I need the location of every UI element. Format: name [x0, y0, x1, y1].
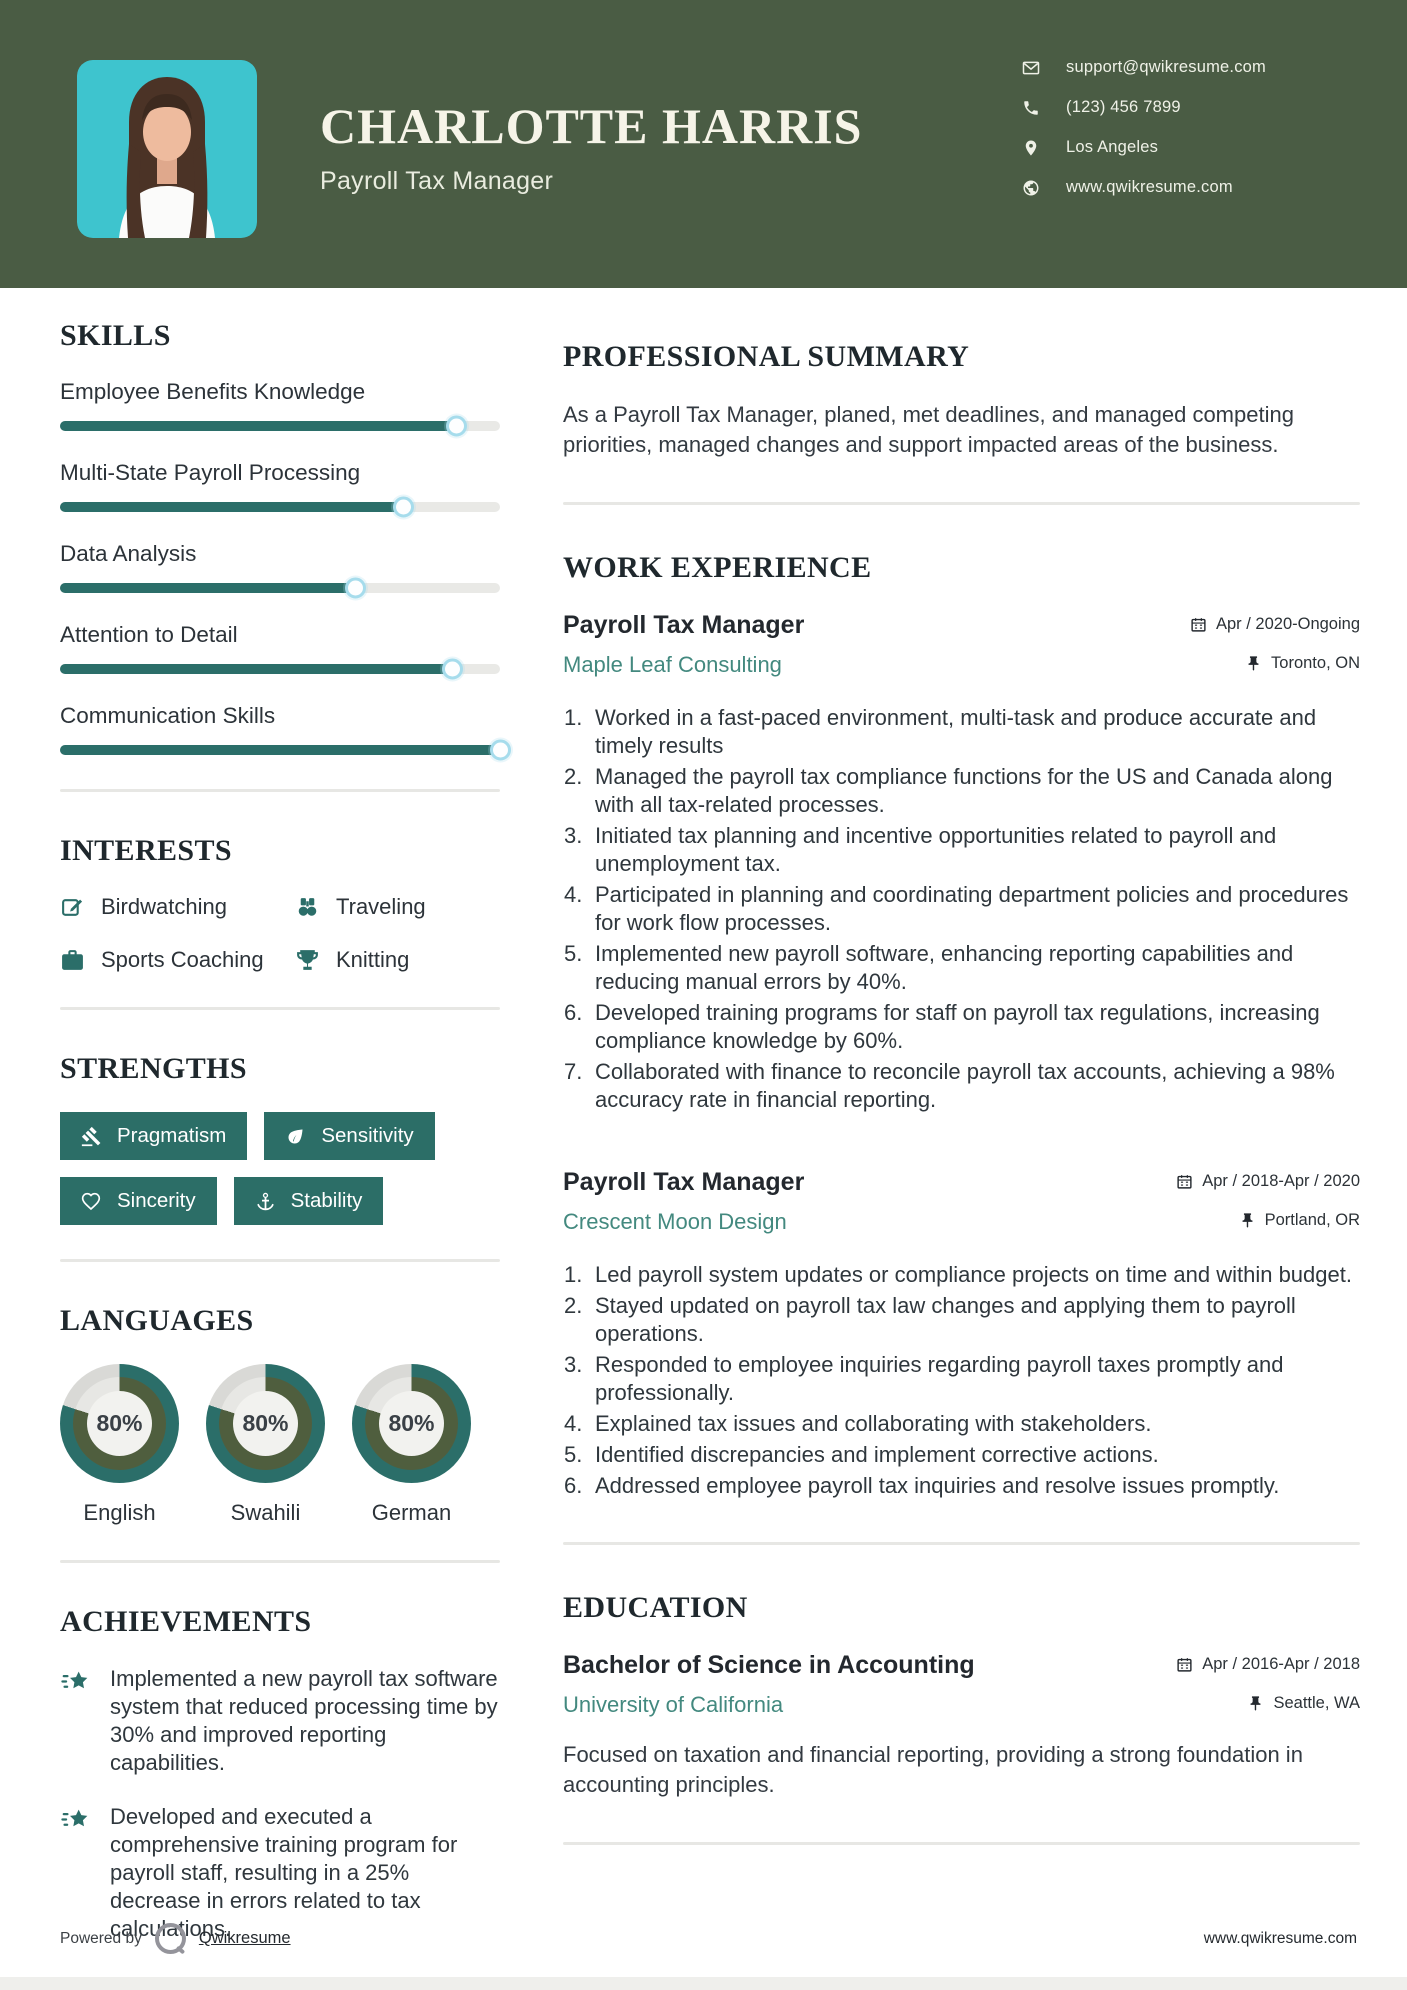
strength-label: Sensitivity [321, 1124, 414, 1147]
skill-label: Attention to Detail [60, 622, 238, 647]
strength-label: Sincerity [117, 1189, 196, 1212]
job-bullet: Worked in a fast-paced environment, multi-task and produce accurate and timely results [595, 705, 1317, 758]
job-title: Payroll Tax Manager [563, 611, 805, 639]
interest-item [295, 947, 500, 973]
language-item [352, 1364, 471, 1526]
achievements-section [60, 1605, 500, 1943]
left-column [60, 269, 500, 1990]
job-entry [563, 611, 1360, 1114]
pushpin-icon [1245, 655, 1262, 672]
strengths-heading: STRENGTHS [60, 1052, 247, 1085]
globe-icon [1022, 179, 1040, 197]
education-location [1247, 1694, 1360, 1713]
skill-fill [60, 664, 452, 674]
job-bullet: Implemented new payroll software, enhancing reporting capabilities and reducing manual errors by 40%. [595, 941, 1294, 994]
anchor-icon [255, 1191, 276, 1212]
slider-handle[interactable] [490, 740, 511, 761]
footer-website[interactable]: www.qwikresume.com [1203, 1929, 1357, 1947]
strength-label: Stability [290, 1189, 363, 1212]
achievement-item [60, 1665, 500, 1777]
slider-handle[interactable] [345, 578, 366, 599]
divider [563, 1542, 1360, 1545]
education-entry [563, 1651, 1360, 1800]
body [0, 288, 1407, 1990]
languages-section [60, 1304, 500, 1526]
experience-section [563, 551, 1360, 1500]
pushpin-icon [1239, 1212, 1256, 1229]
trophy-icon [295, 948, 320, 973]
skill-fill [60, 745, 500, 755]
divider [60, 1259, 500, 1262]
location-icon [1022, 139, 1040, 157]
skill-label: Multi-State Payroll Processing [60, 460, 361, 485]
achievement-text: Implemented a new payroll tax software system that reduced processing time by 30% and improved reporting capabilities. [110, 1666, 498, 1775]
skill-item [60, 460, 500, 512]
language-donut [352, 1364, 471, 1483]
education-location-text: Seattle, WA [1273, 1694, 1360, 1712]
bottom-strip [0, 1977, 1407, 1990]
leaf-icon [285, 1126, 306, 1147]
interest-item [60, 894, 295, 920]
shooting-star-icon [60, 1667, 92, 1699]
summary-text: As a Payroll Tax Manager, planed, met deadlines, and managed competing priorities, managed changes and support impacted areas of the business. [563, 402, 1294, 457]
job-bullet: Developed training programs for staff on payroll tax regulations, increasing compliance knowledge by 60%. [595, 1000, 1320, 1053]
job-bullet: Collaborated with finance to reconcile payroll tax accounts, achieving a 98% accuracy rate in financial reporting. [595, 1059, 1335, 1112]
calendar-icon [1176, 1656, 1193, 1673]
divider [60, 789, 500, 792]
job-dates [1190, 615, 1360, 634]
strength-badges [60, 1112, 480, 1225]
calendar-icon [1176, 1173, 1193, 1190]
skill-label: Data Analysis [60, 541, 197, 566]
language-percent: 80% [233, 1391, 298, 1456]
job-bullet: Responded to employee inquiries regarding payroll taxes promptly and professionally. [595, 1352, 1284, 1405]
job-bullet: Stayed updated on payroll tax law changes and applying them to payroll operations. [595, 1293, 1296, 1346]
person-title: Payroll Tax Manager [320, 166, 554, 195]
strengths-section [60, 1052, 500, 1225]
experience-heading: WORK EXPERIENCE [563, 551, 872, 584]
summary-heading: PROFESSIONAL SUMMARY [563, 340, 970, 373]
job-bullet: Initiated tax planning and incentive opportunities related to payroll and unemployment tax. [595, 823, 1277, 876]
language-label: English [83, 1500, 156, 1525]
strength-badge [234, 1177, 384, 1225]
skill-slider [60, 502, 500, 512]
job-location-text: Portland, OR [1264, 1211, 1360, 1229]
contact-location [1022, 138, 1332, 157]
qwikresume-logo-icon [155, 1923, 186, 1954]
interest-label: Sports Coaching [101, 947, 264, 972]
divider [60, 1560, 500, 1563]
shooting-star-icon [60, 1805, 92, 1837]
summary-section [563, 340, 1360, 460]
skill-slider [60, 745, 500, 755]
school-name: University of California [563, 1692, 784, 1717]
language-item [60, 1364, 179, 1526]
language-donut [60, 1364, 179, 1483]
education-description: Focused on taxation and financial reporting, providing a strong foundation in accounting principles. [563, 1742, 1303, 1797]
job-dates [1176, 1172, 1360, 1191]
pencil-square-icon [60, 895, 85, 920]
slider-handle[interactable] [446, 416, 467, 437]
contact-email-text: support@qwikresume.com [1066, 58, 1266, 76]
education-section [563, 1591, 1360, 1800]
skill-item [60, 541, 500, 593]
job-bullet-list [563, 1261, 1360, 1500]
job-bullet: Explained tax issues and collaborating with stakeholders. [595, 1411, 1152, 1436]
job-title: Payroll Tax Manager [563, 1168, 805, 1196]
contact-location-text: Los Angeles [1066, 138, 1159, 156]
gavel-icon [81, 1126, 102, 1147]
achievement-item [60, 1803, 500, 1943]
language-percent: 80% [87, 1391, 152, 1456]
binoculars-icon [295, 895, 320, 920]
slider-handle[interactable] [393, 497, 414, 518]
interest-item [295, 894, 500, 920]
interest-label: Birdwatching [101, 894, 227, 919]
strength-badge [264, 1112, 434, 1160]
right-column [563, 288, 1360, 1891]
interest-label: Traveling [336, 894, 426, 919]
email-icon [1022, 59, 1040, 77]
pushpin-icon [1247, 1695, 1264, 1712]
education-dates-text: Apr / 2016-Apr / 2018 [1202, 1655, 1360, 1673]
skill-fill [60, 421, 456, 431]
interests-heading: INTERESTS [60, 834, 233, 867]
interests-grid [60, 894, 500, 973]
powered-by-block [60, 1923, 291, 1954]
calendar-icon [1190, 616, 1207, 633]
briefcase-icon [60, 948, 85, 973]
job-dates-text: Apr / 2020-Ongoing [1215, 615, 1360, 633]
strength-badge [60, 1177, 217, 1225]
strength-badge [60, 1112, 247, 1160]
languages-heading: LANGUAGES [60, 1304, 254, 1337]
header [0, 0, 1407, 288]
job-bullet: Identified discrepancies and implement corrective actions. [595, 1442, 1159, 1467]
job-company: Crescent Moon Design [563, 1209, 787, 1234]
language-donut [206, 1364, 325, 1483]
language-charts [60, 1364, 500, 1526]
job-bullet: Addressed employee payroll tax inquiries and resolve issues promptly. [595, 1473, 1280, 1498]
skill-slider [60, 664, 500, 674]
divider [563, 1842, 1360, 1845]
language-percent: 80% [379, 1391, 444, 1456]
slider-handle[interactable] [442, 659, 463, 680]
skills-section [60, 319, 500, 755]
job-bullet: Participated in planning and coordinating department policies and procedures for work flow processes. [595, 882, 1349, 935]
achievement-text: Developed and executed a comprehensive training program for payroll staff, resulting in a 25% decrease in errors related to tax calculations. [110, 1804, 458, 1941]
job-company: Maple Leaf Consulting [563, 652, 782, 677]
interests-section [60, 834, 500, 973]
contact-website-text: www.qwikresume.com [1066, 178, 1233, 196]
skills-heading: SKILLS [60, 319, 171, 352]
education-heading: EDUCATION [563, 1591, 748, 1624]
identity [320, 100, 863, 196]
avatar [77, 60, 257, 238]
phone-icon [1022, 99, 1040, 117]
skill-slider [60, 421, 500, 431]
person-name: CHARLOTTE HARRIS [320, 98, 863, 154]
footer [60, 1923, 1357, 1954]
divider [563, 502, 1360, 505]
contact-list [1022, 58, 1332, 218]
job-location-text: Toronto, ON [1271, 654, 1360, 672]
job-location [1239, 1211, 1360, 1230]
interest-item [60, 947, 295, 973]
skill-label: Employee Benefits Knowledge [60, 379, 366, 404]
divider [60, 1007, 500, 1010]
language-label: Swahili [230, 1500, 301, 1525]
skill-label: Communication Skills [60, 703, 276, 728]
language-label: German [371, 1500, 452, 1525]
job-bullet: Led payroll system updates or compliance projects on time and within budget. [595, 1262, 1352, 1287]
job-location [1245, 654, 1360, 673]
powered-by-text: Powered by [60, 1929, 142, 1947]
heart-icon [81, 1191, 102, 1212]
job-entry [563, 1168, 1360, 1500]
skill-fill [60, 502, 403, 512]
contact-phone [1022, 98, 1332, 117]
contact-email[interactable] [1022, 58, 1332, 77]
qwikresume-link[interactable]: Qwikresume [198, 1929, 291, 1947]
interest-label: Knitting [336, 947, 410, 972]
profile-photo [77, 60, 257, 238]
skill-item [60, 379, 500, 431]
degree-title: Bachelor of Science in Accounting [563, 1651, 975, 1679]
job-bullet-list [563, 704, 1360, 1114]
contact-phone-text: (123) 456 7899 [1066, 98, 1181, 116]
skill-slider [60, 583, 500, 593]
contact-website[interactable] [1022, 178, 1332, 197]
achievements-heading: ACHIEVEMENTS [60, 1605, 312, 1638]
language-item [206, 1364, 325, 1526]
job-bullet: Managed the payroll tax compliance functions for the US and Canada along with all tax-related processes. [595, 764, 1333, 817]
skill-item [60, 622, 500, 674]
education-dates [1176, 1655, 1360, 1674]
skill-item [60, 703, 500, 755]
job-dates-text: Apr / 2018-Apr / 2020 [1202, 1172, 1360, 1190]
strength-label: Pragmatism [117, 1124, 227, 1147]
skill-fill [60, 583, 355, 593]
